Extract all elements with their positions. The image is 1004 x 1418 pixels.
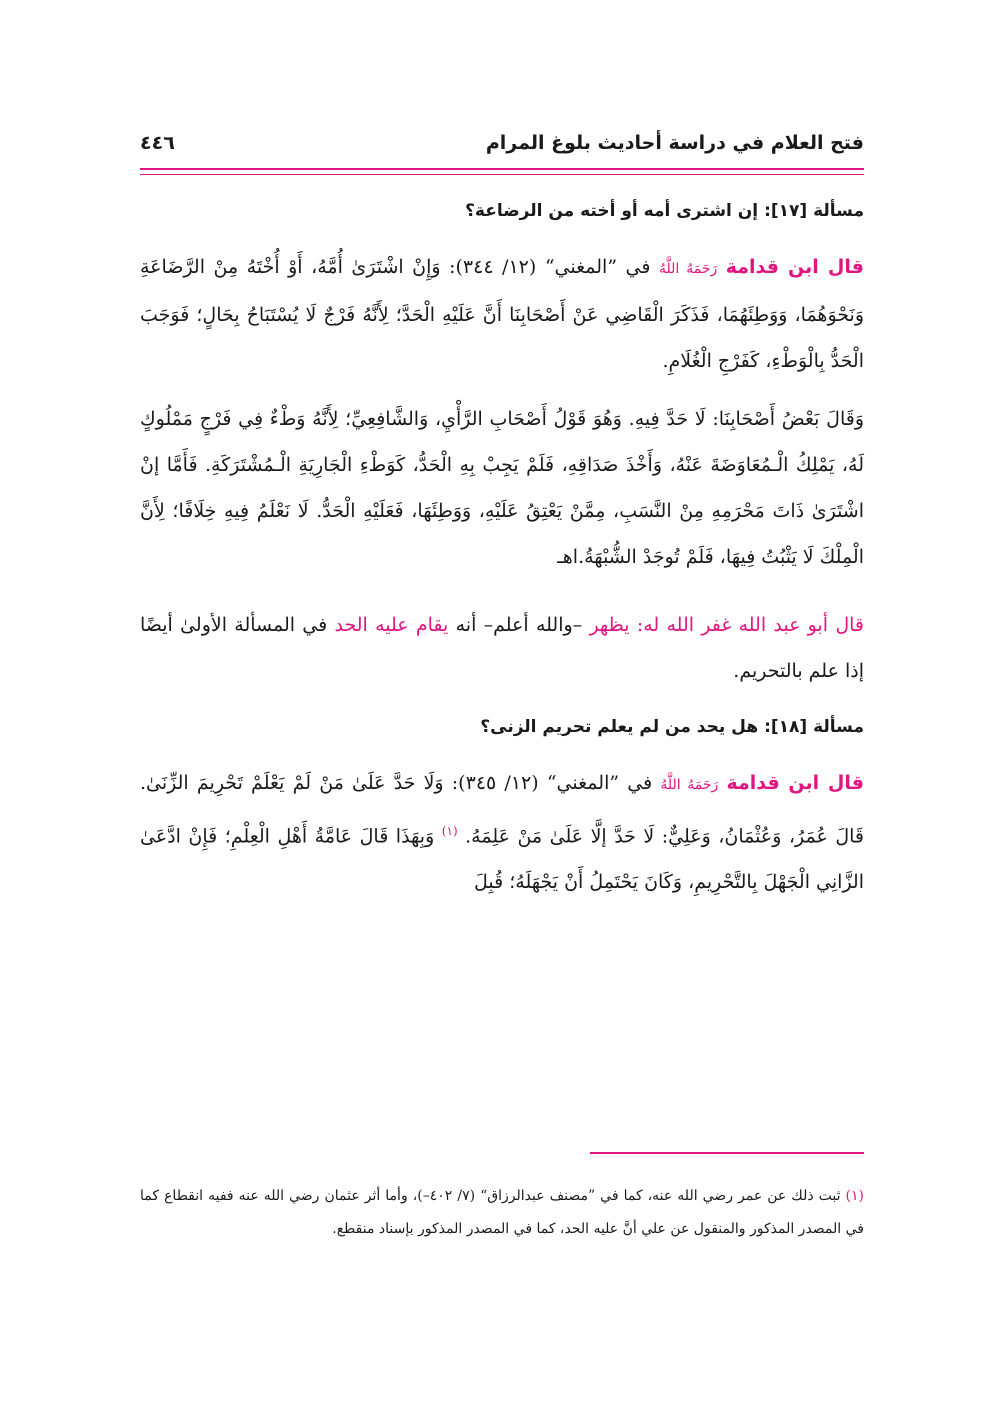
author-text-rest: في المسألة الأولىٰ أيضًا إذا علم بالتحريم. bbox=[140, 614, 864, 682]
author-text-mid: –والله أعلم– أنه bbox=[455, 614, 583, 636]
footnote bbox=[140, 1180, 864, 1246]
question-label: مسألة [١٨]: bbox=[764, 717, 864, 737]
page-number: ٤٤٦ bbox=[140, 132, 175, 154]
question-title: هل يحد من لم يعلم تحريم الزنى؟ bbox=[480, 717, 759, 737]
author-highlight-2: يقام عليه الحد bbox=[334, 614, 449, 636]
paragraph-text: في ”المغني“ (١٢/ ٣٤٤): وَإِنْ اشْتَرَىٰ أُمَّهُ، أَوْ أُخْتَهُ مِنْ الرَّضَاعَةِ وَنَحْوَهُمَا، وَوَطِئَهُمَا، فَذَكَرَ الْقَاضِي عَنْ أَصْحَابِنَا أَنَّ عَلَيْهِ الْحَدَّ؛ لِأَنَّهُ فَرْجٌ لَا يُسْتَبَاحُ بِحَالٍ؛ فَوَجَبَ الْحَدُّ بِالْوَطْءِ، كَفَرْجِ الْغُلَامِ. bbox=[140, 256, 864, 372]
footnote-text: ثبت ذلك عن عمر رضي الله عنه، كما في ”مصنف عبدالرزاق“ (٧/ ٤٠٢–)، وأما أثر عثمان رضي الله عنه ففيه انقطاع كما في المصدر المذكور والمنقول عن علي أنَّ عليه الحد، كما في المصدر المذكور بإسناد منقطع. bbox=[140, 1188, 864, 1237]
honorific: رَحَمَهُ اللَّهُ bbox=[660, 777, 719, 793]
question-18-heading bbox=[140, 712, 864, 742]
author-highlight-1: يظهر bbox=[589, 614, 630, 636]
book-title: فتح العلام في دراسة أحاديث بلوغ المرام bbox=[485, 132, 864, 154]
header-rule bbox=[140, 168, 864, 170]
footnote-rule bbox=[590, 1152, 864, 1154]
question-label: مسألة [١٧]: bbox=[764, 201, 864, 221]
footnote-reference[interactable]: (١) bbox=[441, 824, 458, 838]
question-17-heading bbox=[140, 196, 864, 226]
paragraph-ibn-qudama-2 bbox=[140, 760, 864, 905]
honorific: رَحَمَهُ اللَّهُ bbox=[658, 261, 718, 277]
author-comment bbox=[140, 602, 864, 694]
author-intro: قال أبو عبد الله غفر الله له: bbox=[636, 614, 864, 636]
header-rule-thin bbox=[140, 174, 864, 175]
footnote-number: (١) bbox=[845, 1188, 865, 1204]
paragraph-ibn-qudama-1 bbox=[140, 244, 864, 384]
speaker-name: قال ابن قدامة bbox=[725, 256, 864, 278]
paragraph-other-view bbox=[140, 396, 864, 580]
running-header bbox=[140, 126, 864, 160]
paragraph-text: وَقَالَ بَعْضُ أَصْحَابِنَا: لَا حَدَّ فِيهِ. وَهُوَ قَوْلُ أَصْحَابِ الرَّأْيِ، وَالشَّافِعِيِّ؛ لِأَنَّهُ وَطْءٌ فِي فَرْجٍ مَمْلُوكٍ لَهُ، يَمْلِكُ الْـمُعَاوَضَةَ عَنْهُ، وَأَخْذَ صَدَاقِهِ، فَلَمْ يَجِبْ بِهِ الْحَدُّ، كَوَطْءِ الْجَارِيَةِ الْـمُشْتَرَكَةِ. فَأَمَّا إنْ اشْتَرَىٰ ذَاتَ مَحْرَمِهِ مِنْ النَّسَبِ، مِمَّنْ يَعْتِقُ عَلَيْهِ، وَوَطِئَهَا، فَعَلَيْهِ الْحَدُّ. لَا نَعْلَمُ فِيهِ خِلَافًا؛ لِأَنَّ الْمِلْكَ لَا يَثْبُتُ فِيهَا، فَلَمْ تُوجَدْ الشُّبْهَةُ.اهـ bbox=[140, 408, 864, 568]
main-content bbox=[140, 190, 864, 917]
paragraph-text-a: في ”المغني“ (١٢/ ٣٤٥): وَلَا حَدَّ عَلَىٰ مَنْ لَمْ يَعْلَمْ تَحْرِيمَ الزِّنَىٰ. قَالَ عُمَرُ، وَعُثْمَانُ، وَعَلِيٌّ: لَا حَدَّ إلَّا عَلَىٰ مَنْ عَلِمَهُ. bbox=[140, 772, 865, 848]
question-title: إن اشترى أمه أو أخته من الرضاعة؟ bbox=[465, 201, 759, 221]
speaker-name: قال ابن قدامة bbox=[726, 772, 864, 794]
paragraph-text-b: وَبِهَذَا قَالَ عَامَّةُ أَهْلِ الْعِلْمِ؛ فَإِنْ ادَّعَىٰ الزَّانِي الْجَهْلَ بِالتَّحْرِيمِ، وَكَانَ يَحْتَمِلُ أَنْ يَجْهَلَهُ؛ قُبِلَ bbox=[140, 825, 864, 894]
